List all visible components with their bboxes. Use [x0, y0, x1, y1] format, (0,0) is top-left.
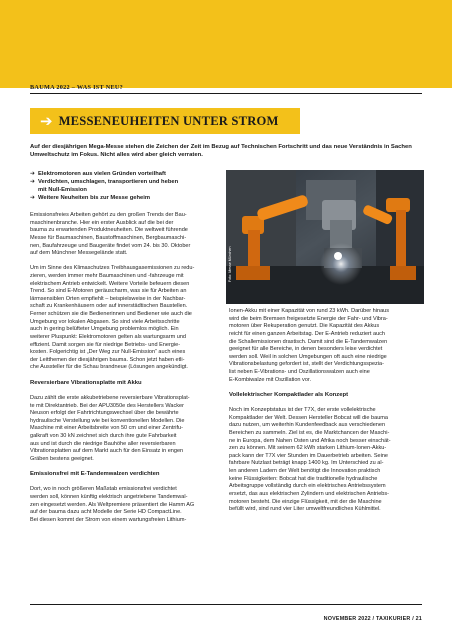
bullet-text: Verdichten, umschlagen, transportieren und heben	[38, 178, 179, 185]
text-line: nen, Baufahrzeuge und Baugeräte findet vom 24. bis 30. Oktober	[30, 242, 191, 249]
text-line: kosten. Folgerichtig ist „Der Weg zur Null-Emission“ auch eines	[30, 349, 186, 356]
headline-bar	[30, 108, 300, 134]
text-line: Emissionsfreies Arbeiten gehört zu den großen Trends der Bau-	[30, 212, 187, 218]
text-line: Neuson erfolgt der Fahrtrichtungswechsel über die bewährte	[30, 410, 179, 417]
text-line: Dazu zählt die erste akkubetriebene reversierbare Vibrationsplat-	[30, 394, 190, 401]
text-line: Gräben bestens geeignet.	[30, 455, 94, 462]
text-line: list neben E-Vibrations- und Oszillationswalzen auch eine	[229, 369, 370, 375]
paragraph	[30, 212, 230, 258]
text-line: Emissionsfrei mit E-Tandemwalzen verdichten	[30, 471, 160, 478]
text-line: elektrischem Antrieb entwickelt. Weitere Vorteile befeuern diesen	[30, 280, 190, 287]
text-line: effizient. Damit sorgen sie für niedrige Betriebs- und Energie-	[30, 341, 181, 348]
text-line: keine Flüssigkeiten: Bobcat hat die traditionelle hydraulische	[229, 475, 378, 482]
text-line: Vibrationsplatten auf dem Markt auch für den Einsatz in engen	[30, 448, 184, 455]
text-line: zen zu können. Mit seinem 62 kWh starken Lithium-Ionen-Akku-	[229, 445, 387, 452]
bullet-item	[30, 171, 230, 179]
text-line: Noch im Konzeptstatus ist der T7X, der erste vollelektrische	[229, 407, 376, 414]
article-photo	[226, 170, 424, 304]
text-line: maschinenbranche. Hier ein erster Ausblick auf die bei der	[30, 219, 174, 226]
bullet-text: mit Null-Emission	[38, 186, 87, 193]
text-line: fahrbare Nutzlast beträgt knapp 1400 kg. Im Unterschied zu al-	[229, 460, 384, 467]
text-line: Ionen-Akku mit einer Kapazität von rund 23 kWh. Darüber hinaus	[229, 308, 390, 314]
section-rule-top	[30, 93, 422, 94]
text-line: Dort, wo in noch größeren Maßstab emissionsfrei verdichtet	[30, 486, 177, 493]
text-line: befüllt wird, sind rund vier Liter umweltfreundliches Kühlmittel.	[229, 506, 381, 513]
text-line: der Leitthemen der diesjährigen bauma. Schon jetzt haben etli-	[30, 356, 185, 363]
text-line: Vollelektrischer Kompaktlader als Konzept	[229, 391, 349, 398]
arrow-right-icon: ➔	[40, 112, 53, 130]
bullet-item	[30, 195, 230, 203]
text-line: Kompaktlader der Welt. Dessen Hersteller Bobcat will die bauma	[229, 414, 388, 421]
text-line: auch in gering belüfteter Umgebung problemlos möglich. Ein	[30, 326, 179, 333]
footer-rule	[30, 604, 422, 605]
bullet-text: Elektromotoren aus vielen Gründen vorteilhaft	[38, 171, 166, 177]
paragraph	[30, 395, 230, 464]
text-line: Umgebung vor lokalen Abgasen. So sind viele Arbeitsschritte	[30, 318, 180, 325]
text-line: Vibrationsbelastung gefordert ist, stellt der Verdichtungsspezia-	[229, 361, 384, 368]
text-line: die Schallemissionen drastisch. Damit sind die E-Tandemwalzen	[229, 338, 388, 345]
robot-welding-photo	[226, 170, 424, 304]
arrow-right-icon: ➔	[30, 178, 35, 185]
text-line: auf dem Münchner Messegelände statt.	[30, 250, 128, 257]
text-line: motoren besteht. Die einzige Flüssigkeit, mit der die Maschine	[229, 498, 382, 505]
text-line: aus und ist durch die niedrige Bauhöhe aller reversierbaren	[30, 440, 176, 447]
bullet-item	[30, 179, 230, 195]
text-line: motoren über Rekuperation genutzt. Die Kapazität des Akkus	[229, 323, 380, 330]
text-line: Um im Sinne des Klimaschutzes Treibhausgasemissionen zu redu-	[30, 265, 195, 272]
text-line: Trend. So sind E-Motoren geräuscharm, was sie für Arbeiten an	[30, 288, 187, 295]
text-line: weiterer Pluspunkt: Elektromotoren gelten als wartungsarm und	[30, 333, 187, 340]
text-line: geeignet für alle Bereiche, in denen besonders leise verdichtet	[229, 346, 383, 353]
text-line: Arbeitsgruppe vollständig durch ein elektrisches Antriebssystem	[229, 483, 386, 490]
text-line: Reversierbare Vibrationsplatte mit Akku	[30, 379, 142, 386]
text-line: hydraulische Verstellung wie bei konventionellen Modellen. Die	[30, 417, 185, 424]
left-text-column	[30, 212, 230, 532]
article-headline: MESSENEUHEITEN UNTER STROM	[58, 113, 279, 128]
paragraph	[30, 486, 230, 524]
page-footer: NOVEMBER 2022 / TAXIKURIER / 21	[323, 616, 422, 622]
text-line: Bereichen zu sammeln. Ziel ist es, die Marktchancen der Maschi-	[229, 429, 390, 436]
text-line: Ferner schützen sie die Bedienerinnen und Bediener wie auch die	[30, 311, 192, 318]
subheading	[30, 380, 230, 388]
text-line: E-Kombiwalze mit Oszillation vor.	[229, 376, 311, 383]
text-line: che Aussteller für die Schau brandneue (Lösungen angekündigt.	[30, 364, 188, 371]
text-line: werden soll, können künftig elektrisch angetriebene Tandemwal-	[30, 494, 188, 501]
photo-credit: Foto: Messe München	[228, 246, 232, 282]
arrow-right-icon: ➔	[30, 171, 35, 177]
text-line: zieren, werden immer mehr Baumaschinen und -fahrzeuge mit	[30, 272, 184, 279]
subheading	[229, 392, 427, 400]
text-line: schaft zu Krankenhäusern oder auf innerstädtischen Baustellen.	[30, 303, 188, 310]
text-line: Maschine mit einer Arbeitsbreite von 50 cm und einer Zentrifu-	[30, 425, 183, 432]
text-line: te mit Direktantrieb. Bei der APU3050e des Herstellers Wacker	[30, 402, 184, 409]
text-line: len anderen Ladern der Welt benötigt die Innovation praktisch	[229, 468, 381, 475]
text-line: dazu nutzen, um weiterhin Kundenfeedback aus verschiedenen	[229, 422, 386, 429]
text-line: ersetzt, das aus elektrischen Zylindern und elektrischen Antriebs-	[229, 490, 390, 497]
text-line: Bei diesen kommt der Strom von einem wartungsfreien Lithium-	[30, 516, 187, 523]
paragraph	[229, 407, 427, 514]
subheading	[30, 471, 230, 479]
text-line: werden soll. Weil in solchen Umgebungen oft auch eine niedrige	[229, 353, 387, 360]
bullet-text: Weitere Neuheiten bis zur Messe geheim	[38, 194, 151, 201]
text-line: auf der bauma dazu acht Modelle der Serie HD CompactLine.	[30, 509, 182, 516]
text-line: lärmsensiblen Orten empfiehlt – beispielsweise in der Nachbar-	[30, 295, 186, 302]
arrow-right-icon: ➔	[30, 194, 35, 201]
text-line: Messe für Baumaschinen, Baustoffmaschinen, Bergbaumaschi-	[30, 234, 187, 241]
article-lead: Auf der diesjährigen Mega-Messe stehen die Zeichen der Zeit im Bezug auf Technischen Fortschritt und das neue Verständnis in Sachen Umweltschutz im Fokus. Nicht alles wird aber gleich verraten.	[30, 144, 412, 159]
yellow-header-band	[0, 0, 452, 88]
text-line: reicht für einen ganzen Arbeitstag. Der E-Antrieb reduziert auch	[229, 330, 386, 337]
bullet-list	[30, 171, 230, 203]
text-line: ne in Europa, dem Nahen Osten und Afrika noch besser einschät-	[229, 437, 391, 444]
text-line: pack kann der T7X vier Stunden im Dauerbetrieb arbeiten. Seine	[229, 452, 389, 459]
right-text-column	[229, 308, 427, 521]
section-label: BAUMA 2022 – WAS IST NEU?	[30, 84, 124, 91]
text-line: zen eingesetzt werden. Als Weltpremiere präsentiert die Hamm AG	[30, 501, 195, 508]
text-line: wird die beim Bremsen freigesetzte Energie der Fahr- und Vibra-	[229, 315, 388, 322]
paragraph	[229, 308, 427, 384]
paragraph	[30, 265, 230, 372]
text-line: bauma zu erwartenden Produktneuheiten. Die weltweit führende	[30, 227, 188, 234]
text-line: galkraft von 30 kN zeichnet sich durch ihre gute Fahrbarkeit	[30, 433, 177, 440]
